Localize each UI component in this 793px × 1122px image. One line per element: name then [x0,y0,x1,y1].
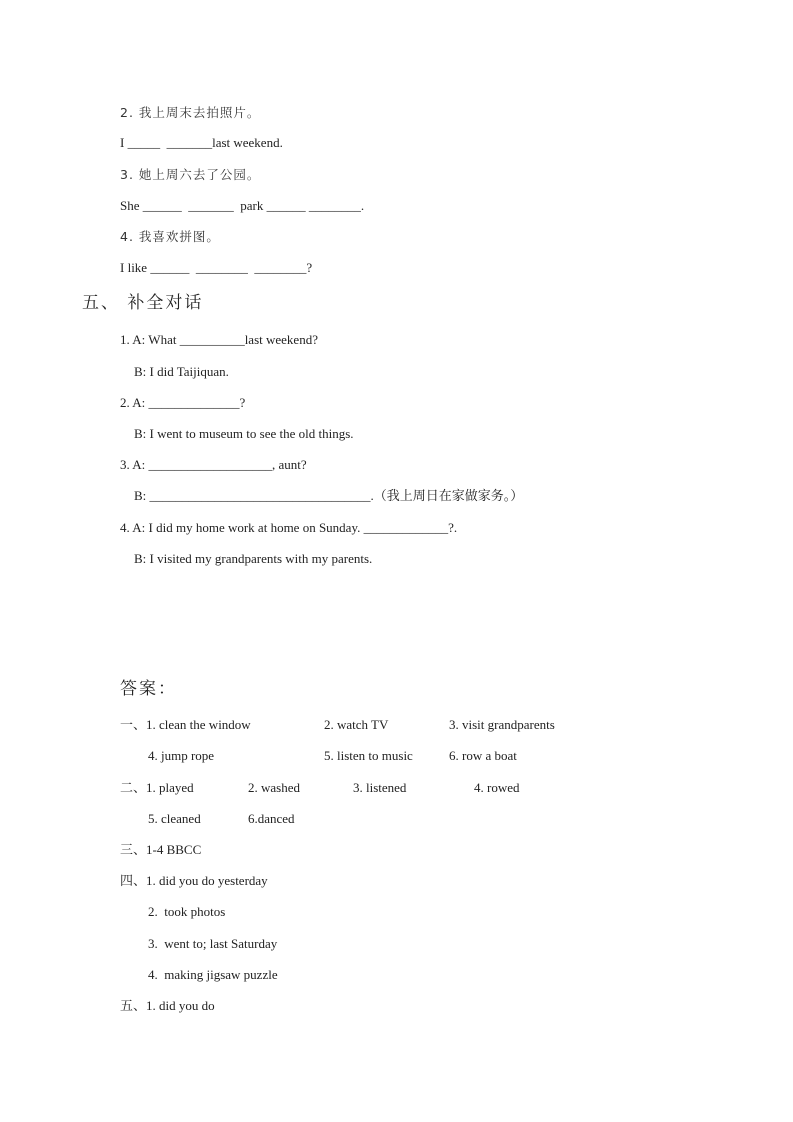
question-blank-line: I like ______ ________ ________? [120,260,313,275]
answer: 4. making jigsaw puzzle [148,967,278,982]
dialogue-line: B: I did Taijiquan. [134,364,229,379]
answers-heading: 答案： [120,679,177,699]
answer: 2. washed [248,780,300,795]
question-blank-line: I _____ _______last weekend. [120,135,283,150]
answer: 四、1. did you do yesterday [120,873,268,888]
answer: 3. listened [353,780,407,795]
answer: 5. cleaned [148,811,201,826]
answer: 五、1. did you do [120,998,215,1013]
answer: 3. went to; last Saturday [148,936,278,951]
dialogue-line: 1. A: What __________last weekend? [120,332,318,347]
dialogue-line: B: I visited my grandparents with my parents. [134,551,373,566]
question-chinese: 4. 我喜欢拼图。 [120,229,220,244]
answer: 4. rowed [474,780,520,795]
answer: 6. row a boat [449,748,517,763]
answer: 三、1-4 BBCC [120,842,202,857]
answer: 4. jump rope [148,748,215,763]
dialogue-line: 2. A: ______________? [120,395,246,410]
answer: 2. took photos [148,904,226,919]
answer: 一、1. clean the window [120,717,251,732]
answer: 二、1. played [120,780,194,795]
dialogue-line: B: I went to museum to see the old things. [134,426,354,441]
section-heading: 五、 补全对话 [82,293,204,313]
question-chinese: 2. 我上周末去拍照片。 [120,105,261,120]
answer: 6.danced [248,811,295,826]
answer: 2. watch TV [324,717,389,732]
question-chinese: 3. 她上周六去了公园。 [120,167,261,182]
dialogue-line: 4. A: I did my home work at home on Sunday. _____________?. [120,520,458,535]
answer: 5. listen to music [324,748,413,763]
dialogue-line: 3. A: ___________________, aunt? [120,457,307,472]
question-blank-line: She ______ _______ park ______ ________. [120,198,365,213]
answer: 3. visit grandparents [449,717,555,732]
dialogue-line: B: __________________________________.（我上周日在家做家务。） [134,488,524,503]
